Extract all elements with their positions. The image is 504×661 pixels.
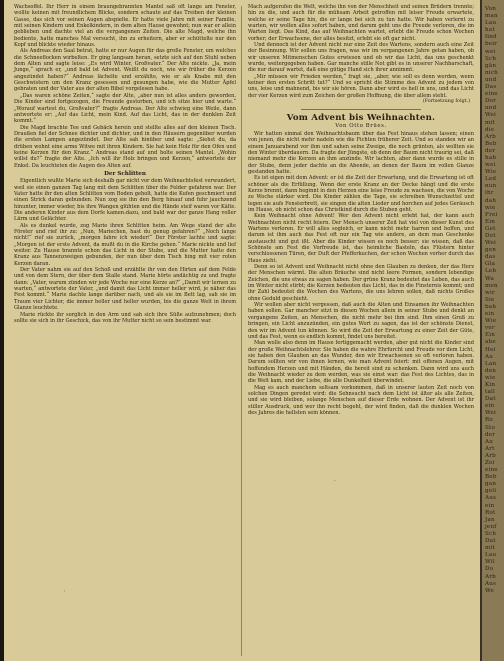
- article-separator: [301, 109, 421, 110]
- left-paragraph: Als es dunkel wurde, zog Marie ihren Schlitten heim. Am Wege stand der alte Förster und rief ihr zu: „Nun, Mariechen, hast du genug gefahren?“ „Noch lange nicht!“ rief sie zurück, „morgen fahre ich wieder!“ Der Förster lachte und sagte: „Morgen ist der erste Advent, da mußt du in die Kirche gehen.“ Marie nickte und lief weiter. Zu Hause brannte schon das Licht in der Stube, und die Mutter hatte den Kranz aus Tannenzweigen gebunden, der nun über dem Tisch hing mit vier roten Kerzen daran.: [14, 222, 236, 267]
- article-title: Vom Advent bis Weihnachten.: [286, 112, 436, 123]
- left-paragraph: Als Andreas den Saal betrat, hatte er nur Augen für das große Fenster, um welches die Schneeflocken wirbelten. Er ging langsam heran, setzte sich auf den Stuhl neben dem Alten und sagte leise: „Es wird Winter, Großvater.“ Der Alte nickte. „Ja, mein Junge,“ sprach er, „und bald ist Advent. Weißt du noch, wie wir früher die Kerzen angezündet haben?“ Andreas lächelte und erzählte, wie er als Knabe mit den Geschwistern um den Kranz gesessen und gesungen habe, wie die Mutter Äpfel gebraten und der Vater aus der alten Bibel vorgelesen habe.: [14, 48, 236, 93]
- newspaper-page: [4, 0, 480, 661]
- article-paragraph: Denn so ist Advent und Weihnacht nicht ohne den Glauben zu denken, der das Herz der Menschen wärmt. Die alten Bräuche sind nicht leere Formen, sondern lebendige Zeichen, die uns etwas zu sagen haben. Der grüne Kranz bedeutet das Leben, das auch im Winter nicht stirbt; die Kerzen bedeuten das Licht, das in die Finsternis kommt; und ihr Zahl bedeutet die Wochen des Wartens, die uns lehren sollen, daß nichts Großes ohne Geduld geschieht.: [248, 264, 474, 302]
- left-paragraph: Die Magd brachte Tee und Gebäck herein und stellte alles auf den kleinen Tisch. Draußen fiel der Schnee dichter und dichter, und in den Häusern gegenüber wurden die ersten Lampen angezündet. Der Alte sah hinüber und sagte: „Siehst du, da drüben wohnt eine arme Witwe mit ihren Kindern. Sie hat kein Holz für den Ofen und keine Kerzen für den Kranz.“ Andreas stand auf und holte seinen Mantel. „Wohin willst du?“ fragte der Alte. „Ich will ihr Holz bringen und Kerzen,“ antwortete der Enkel. Da leuchteten die Augen des Alten auf.: [14, 124, 236, 169]
- right-paragraph: Und dennoch ist der Advent nicht nur eine Zeit des Wartens, sondern auch eine Zeit der Besinnung. Wir sollen uns fragen, was wir im vergangenen Jahre getan haben, ob wir unseren Mitmenschen Gutes erwiesen und ob wir das Licht, das uns geschenkt wurde, weitergegeben haben. Gar manche stille Not gibt es in unserer Nachbarschaft, die nur darauf wartet, daß eine gütige Hand sich ihrer annimmt.: [248, 42, 474, 74]
- right-paragraph: Mach aufgerufen die Welt, welche ihn von der Menschheit und seinen Brüdern trennte; hin zu die, und auch für die mühsam Arbeit getroffen mit leiser Freude erwartete, welche er seine Tage hin, die er lange bei sich zu tun hatte. Wir haben verlernt zu warten, wir wollen alles sofort haben, und darum geht uns die Freude verloren, die im Warten liegt. Das Kind, das auf Weihnachten wartet, erlebt die Freude schon Wochen vorher; der Erwachsene, der alles besitzt, erlebt sie oft gar nicht.: [248, 4, 474, 42]
- continuation-note: (Fortsetzung folgt.): [422, 99, 470, 105]
- left-paragraph: Wachsoffel. Ihr Herr in einem braungebrannten Mantel saß oft lange am Fenster, wollte keinen mit freundlichem Blicke, sondern schaute auf das Treiben der kleinen Gasse, das sich vor seinen Augen abspielte. Er hatte viele Jahre mit seiner Familie, mit seinen Kindern und Enkelkindern, in dem alten Hause gewohnt; nun war er allein geblieben und dachte viel an die vergangenen Zeiten. Die alte Magd, welche ihn bediente, hatte manches Mal versucht, ihn zu erheitern, aber er schüttelte nur den Kopf und blickte wieder hinaus.: [14, 4, 236, 49]
- article-paragraph: Wir wollen aber nicht vergessen, daß auch die Alten und Einsamen ihr Weihnachten haben sollen. Gar mancher sitzt in diesen Wochen allein in seiner Stube und denkt an vergangene Zeiten, an Menschen, die nicht mehr bei ihm sind. Ihm einen Gruß zu bringen, ein Licht anzuzünden, ein gutes Wort zu sagen, das ist der schönste Dienst, den wir im Advent tun können. So wird die Zeit der Erwartung zu einer Zeit der Güte, und das Fest, wenn es endlich kommt, findet uns bereitet.: [248, 302, 474, 340]
- section-title: Der Schlitten: [104, 170, 146, 177]
- article-paragraph: Man wolle also denn im Hause fertiggemacht werden, aber gut nicht die Kinder sind der große Weihnachtslehrer. Sie haben die wahre Ehrfurcht und Freude vor dem Licht, sie haben den Glauben an das Wunder, den wir Erwachsenen so oft verloren haben. Darum sollten wir von ihnen lernen, wie man Advent feiert: mit offenen Augen, mit hoffendem Herzen und mit Händen, die bereit sind zu schenken. Dann wird uns auch die Weihnacht wieder zu dem werden, was sie einst war: das Fest des Lichtes, das in die Welt kam, und der Liebe, die alle Dunkelheit überwindet.: [248, 340, 474, 385]
- right-paragraph: „Mir müssen wir Frieden werden,“ fragt sie, „aber, wie soll es denn werden, wenn keiner den ersten Schritt tut?“ Und so spricht die Stimme des Advent zu jedem von uns, leise und mahnend, bis wir sie hören. Dann aber wird es hell in uns, und das Licht der vier Kerzen wird zum Zeichen der großen Hoffnung, die über allem steht.: [248, 73, 474, 99]
- left-paragraph: „Das waren schöne Zeiten,“ sagte der Alte, „aber nun ist alles anders geworden. Die Kinder sind fortgezogen, die Freunde gestorben, und ich sitze hier und warte.“ „Worauf wartest du, Großvater?“ fragte Andreas. Der Alte schwieg eine Weile, dann antwortete er: „Auf das Licht, mein Kind. Auf das Licht, das in der dunklen Zeit kommt.“: [14, 92, 236, 125]
- article-paragraph: Kein Weihnacht ohne Advent! Wer den Advent nicht erlebt hat, der kann auch Weihnachten nicht recht feiern. Der Mensch unserer Zeit hat viel von dieser Kunst des Wartens verloren. Er will alles sogleich, er kann nicht mehr harren und hoffen, und darum ist ihm auch das Fest oft nur ein Tag wie andere, an dem man Geschenke austauscht und gut ißt. Aber die Kinder wissen es noch besser; sie wissen, daß das Schönste am Fest die Vorfreude ist, das heimliche Basteln, das Flüstern hinter verschlossenen Türen, der Duft der Pfefferkuchen, der schon Wochen vorher durch das Haus zieht.: [248, 213, 474, 264]
- article-byline: Von Otto Brües.: [335, 122, 387, 129]
- paper-speck: [64, 590, 65, 592]
- left-column: [14, 4, 236, 324]
- paper-speck: [334, 480, 336, 481]
- article-paragraph: Es ist eigen mit dem Advent: er ist die Zeit der Erwartung, und die Erwartung ist oft schöner als die Erfüllung. Wenn der erste Kranz an der Decke hängt und die erste Kerze brennt, dann beginnt in den Herzen eine leise Freude zu wachsen, die von Woche zu Woche stärker wird. Die Kinder zählen die Tage, sie schreiben Wunschzettel und legen sie aufs Fensterbrett, sie singen die alten Lieder und horchen auf jedes Geräusch im Hause, ob nicht schon das Christkind durch die Stuben geht.: [248, 175, 474, 213]
- adjacent-page-fragment: [480, 0, 504, 661]
- article-paragraph: Mag es auch manchem seltsam vorkommen, daß in unserer lauten Zeit noch von solchen Dingen geredet wird: die Sehnsucht nach dem Licht ist älter als alle Zeiten, und sie wird bleiben, solange Menschen auf dieser Erde wohnen. Der Advent ist ihr stiller Ausdruck, und wer ihn recht begeht, der wird finden, daß die dunklen Wochen des Jahres die hellsten sein können.: [248, 384, 474, 416]
- column-divider: [241, 6, 242, 656]
- article-paragraph: Wir hatten einmal den Weihnachtsbaum über das Fest hinaus stehen lassen; einen von jenen, die nicht mehr nadeln wie die Fichten früherer Zeit. Und so standen wir an einem Januarabend vor ihm und sahen seine Zweige, die noch grünten, als wollten sie den Winter überdauern. Da fragte der Jüngste, ob denn der Baum nicht traurig sei, daß niemand mehr die Kerzen an ihm anzünde. Wir lachten, aber dann wurde es stille in der Stube, denn jeder dachte an die Abende, an denen der Baum im vollen Glanze gestanden hatte.: [248, 130, 474, 175]
- left-paragraph: Eigentlich wußte Marie sich deshalb gar nicht vor dem Weihnachtsfest verwundert, weil sie einen ganzen Tag lang mit dem Schlitten über die Felder gefahren war. Der Vater hatte ihr den alten Schlitten vom Boden geholt, hatte die Kufen geschmiert und einen Strick daran gebunden. Nun zog sie ihn den Berg hinauf und fuhr jauchzend hinunter, immer wieder, bis ihre Wangen glühten und die Hände steif waren vor Kälte. Die anderen Kinder aus dem Dorfe kamen dazu, und bald war der ganze Hang voller Lärm und Gelächter.: [14, 178, 236, 223]
- adjacent-page-text: Von man Lau hat find beir wei Sch gän nich und Das eine Dor und Wei mit die Arb Beb der hab wei Wie Led nun ihr dah wie Frei Ein Get Dot Wei gen das Gla Leb Wa men wir Sie bah ein Wie ver Ein abe Hei Au Lan den wie Kin tall Dat ein Wei Ro Sto der Au Art Arb Zei eine Beb gan geli Aus ein Rot Jan jenf Sch Dat mit Lau Wil Du Arb Aus We: [485, 6, 498, 594]
- paper-speck: [124, 212, 126, 214]
- left-paragraph: Der Vater nahm sie auf den Schoß und erzählte ihr von den Hirten auf dem Felde und von dem Stern, der über dem Stalle stand. Marie hörte andächtig zu und fragte dann: „Vater, warum zünden wir jede Woche nur eine Kerze an?“ „Damit wir lernen zu warten,“ antwortete der Vater, „und damit das Licht immer heller wird, je näher das Fest kommt.“ Marie dachte lange darüber nach, und als sie im Bett lag, sah sie im Traum vier Lichter, die immer heller und heller wurden, bis die ganze Welt in ihrem Glanze leuchtete.: [14, 267, 236, 312]
- right-column: [248, 4, 474, 416]
- left-paragraph: Marie rückte ihr sorglich in den Arm und sah sich ihre Süße aufzunehmen; doch sollte sie sich in ihr Geschick, das von ihr Mutter nicht so sein bestimmt war.: [14, 311, 236, 324]
